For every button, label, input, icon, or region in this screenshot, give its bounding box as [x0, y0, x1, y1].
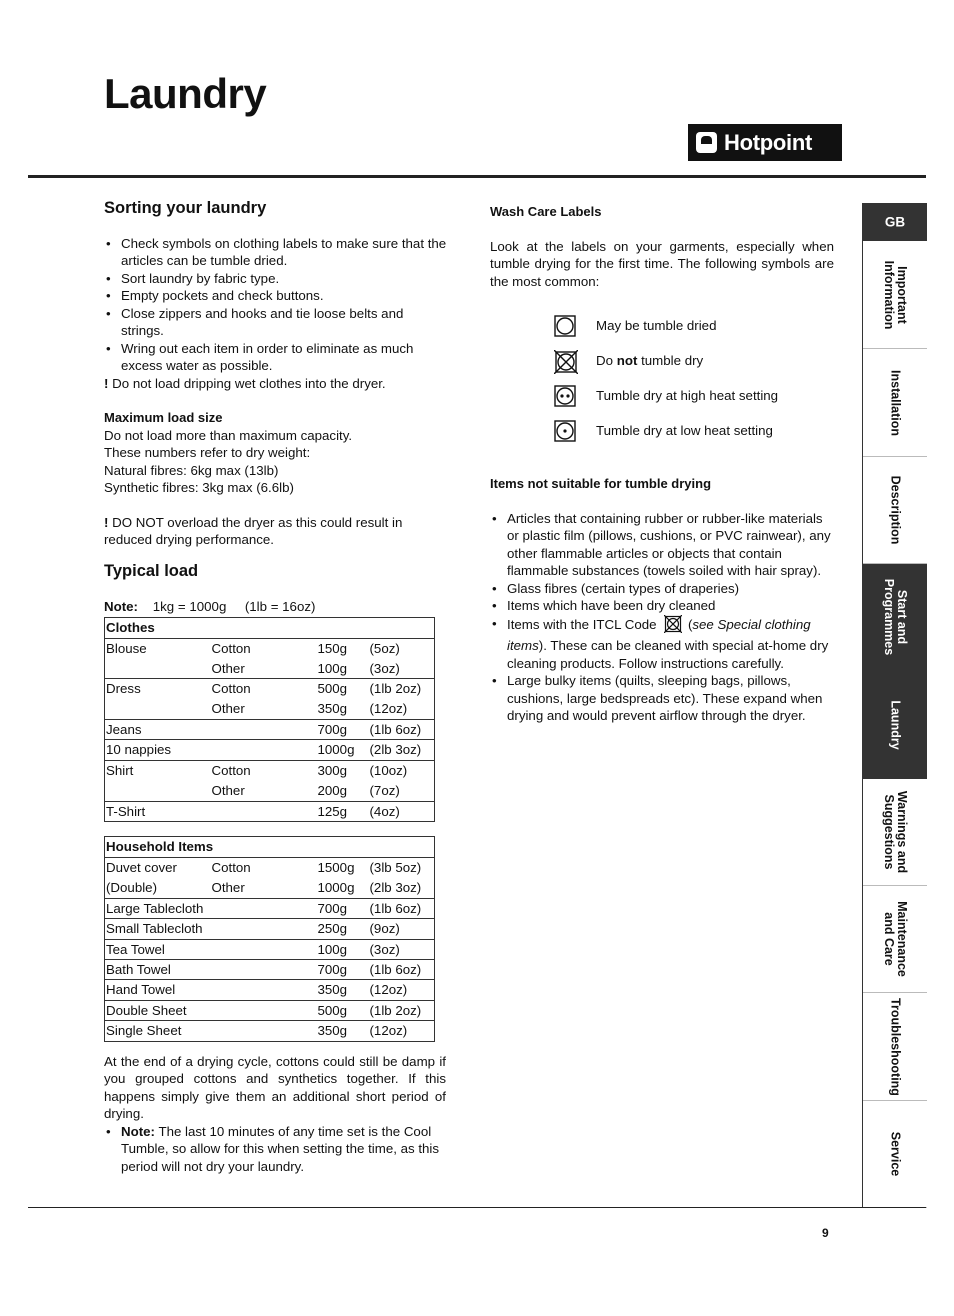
table-cell: Cotton [211, 640, 251, 656]
table-cell: Small Tablecloth [105, 919, 211, 939]
table-cell: Other [211, 878, 317, 898]
table-cell: (5oz) [369, 640, 400, 656]
table-cell: Large Tablecloth [105, 898, 211, 918]
table-cell: (10oz) [369, 763, 408, 779]
table-cell: (2lb 3oz) [369, 878, 435, 898]
table-row [105, 781, 435, 801]
table-cell: 300g [317, 763, 348, 779]
max-load-line: Natural fibres: 6kg max (13lb) [104, 462, 279, 478]
symbol-label: Tumble dry at high heat setting [596, 387, 779, 403]
table-cell: 700g [317, 898, 369, 918]
table-cell [211, 1021, 317, 1041]
table-row [105, 1021, 435, 1041]
table-cell: (2lb 3oz) [369, 740, 435, 760]
tab-label [882, 901, 908, 977]
table-cell: (1lb 2oz) [369, 681, 422, 697]
tab-label-line: Service [888, 1131, 903, 1177]
table-cell: 1500g [317, 860, 355, 876]
left-column [104, 200, 448, 1175]
table-cell: (9oz) [369, 919, 435, 939]
table-row [105, 760, 435, 780]
table-cell: (1lb 2oz) [369, 1000, 435, 1020]
table-cell: Dress [106, 681, 141, 697]
symbol-row [554, 343, 834, 378]
list-item: • Glass fibres (certain types of draperies) [490, 580, 834, 598]
table-row [105, 638, 435, 658]
table-cell: 1000g [317, 878, 369, 898]
tab-important[interactable] [863, 241, 927, 349]
clothes-table [104, 617, 435, 823]
table-cell: Jeans [105, 720, 211, 740]
page-title: Laundry [104, 70, 267, 117]
tab-label-line: Important [895, 265, 909, 324]
table-cell: Bath Towel [105, 959, 211, 979]
high-heat-icon [554, 385, 576, 407]
table-cell: 250g [317, 919, 369, 939]
tab-gb[interactable]: GB [863, 203, 927, 241]
symbol-label: Tumble dry at low heat setting [596, 422, 773, 438]
wash-care-heading: Wash Care Labels [490, 204, 602, 219]
tab-maintenance[interactable] [863, 886, 927, 993]
tab-label-line: Start and [895, 589, 909, 645]
table-cell: 350g [317, 980, 369, 1000]
tab-label-line: Troubleshooting [888, 997, 903, 1096]
table-cell: (3lb 5oz) [369, 860, 422, 876]
list-item: • Items with the ITCL Code (see Special clothing items). These can be cleaned with special at-home dry cleaning products. Follow instructions carefully. [490, 615, 834, 673]
table-cell: T-Shirt [106, 803, 146, 819]
table-cell [211, 801, 317, 821]
wash-care-intro: Look at the labels on your garments, especially when tumble drying for the first time. The following symbols are the most common: [490, 238, 834, 289]
list-item: • Close zippers and hooks and tie loose belts and strings. [104, 305, 448, 340]
not-suitable-list [490, 510, 834, 725]
table-cell: 500g [317, 681, 348, 697]
tab-service[interactable] [863, 1101, 927, 1208]
table-cell: (Double) [105, 878, 211, 898]
table-row [105, 878, 435, 898]
low-heat-icon [554, 420, 576, 442]
symbol-label: Do not tumble dry [596, 352, 704, 368]
header-divider [28, 175, 926, 178]
end-cycle-paragraph: At the end of a drying cycle, cottons could still be damp if you grouped cottons and synthetics together. If this happens simply give them an additional short period of drying. [104, 1053, 446, 1122]
end-note-list [104, 1123, 446, 1176]
table-row [105, 679, 435, 699]
table-row [105, 939, 435, 959]
table-header: Household Items [105, 837, 435, 858]
tab-warnings-and[interactable] [863, 779, 927, 886]
table-cell: Cotton [211, 860, 251, 876]
table-header: Clothes [105, 617, 435, 638]
table-cell: 1000g [317, 740, 369, 760]
symbol-label: May be tumble dried [596, 317, 717, 333]
tumble-dry-icon [554, 315, 576, 337]
table-row [105, 1000, 435, 1020]
list-item: • Wring out each item in order to eliminate as much excess water as possible. [104, 340, 448, 375]
tab-label-line: Suggestions [882, 794, 896, 870]
overload-warning: ! DO NOT overload the dryer as this could result in reduced drying performance. [104, 514, 403, 547]
table-row [105, 740, 435, 760]
table-row [105, 858, 435, 878]
table-cell: (3oz) [369, 939, 435, 959]
tab-laundry[interactable] [863, 671, 927, 779]
table-cell [105, 658, 211, 678]
right-column [490, 200, 834, 725]
table-cell: 500g [317, 1000, 369, 1020]
sorting-heading: Sorting your laundry [104, 199, 267, 217]
household-table [104, 836, 435, 1042]
table-cell: 700g [317, 720, 369, 740]
table-cell: 200g [317, 781, 369, 801]
hotpoint-logo-icon [696, 132, 717, 153]
tab-label [889, 476, 902, 545]
table-cell: Cotton [211, 763, 251, 779]
tab-installation[interactable] [863, 349, 927, 457]
table-cell: 10 nappies [105, 740, 211, 760]
do-not-tumble-dry-icon [554, 350, 576, 372]
table-cell: Single Sheet [106, 1023, 182, 1039]
tab-label [889, 1132, 902, 1176]
tab-troubleshooting[interactable] [863, 993, 927, 1101]
symbol-row [554, 308, 834, 343]
table-row [105, 699, 435, 719]
table-cell [211, 740, 317, 760]
list-item: • Sort laundry by fabric type. [104, 270, 448, 288]
table-cell [211, 720, 317, 740]
page-number: 9 [822, 1226, 829, 1240]
table-cell: Other [211, 699, 317, 719]
tab-label [889, 998, 902, 1096]
table-cell: 350g [317, 1023, 348, 1039]
table-cell: (12oz) [369, 699, 435, 719]
list-item: • Check symbols on clothing labels to make sure that the articles can be tumble dried. [104, 235, 448, 270]
table-cell: (12oz) [369, 1023, 408, 1039]
tab-label-line: Description [888, 475, 903, 545]
list-item: • Note: The last 10 minutes of any time set is the Cool Tumble, so allow for this when setting the time, as this period will not dry your laundry. [104, 1123, 446, 1176]
symbol-row [554, 378, 834, 413]
table-cell: Other [211, 781, 317, 801]
conversion-note: Note: 1kg = 1000g (1lb = 16oz) [104, 599, 316, 614]
sorting-list [104, 235, 448, 375]
not-suitable-heading: Items not suitable for tumble drying [490, 476, 712, 491]
table-cell: Shirt [106, 763, 134, 779]
table-cell [211, 980, 317, 1000]
table-cell: (4oz) [369, 803, 400, 819]
table-cell: 100g [317, 658, 369, 678]
table-cell: (12oz) [369, 980, 435, 1000]
table-cell: 100g [317, 939, 369, 959]
table-cell: (1lb 6oz) [369, 959, 435, 979]
list-item: • Large bulky items (quilts, sleeping bags, pillows, cushions, large bedspreads etc). These expand when drying and would prevent airflow through the dryer. [490, 672, 834, 725]
list-item: • Articles that containing rubber or rubber-like materials or plastic film (pillows, cushions, or PVC rainwear), any other flammable articles or objects that contain flammable substances (towels soiled with hair spray). [490, 510, 834, 580]
itcl-icon [664, 615, 682, 638]
tab-label-line: Programmes [882, 578, 896, 656]
table-row [105, 980, 435, 1000]
max-load-line: Synthetic fibres: 3kg max (6.6lb) [104, 480, 294, 495]
table-row [105, 720, 435, 740]
tab-label [889, 370, 902, 436]
max-load-line: These numbers refer to dry weight: [104, 445, 311, 460]
table-cell: Other [211, 658, 317, 678]
tab-label [889, 700, 902, 749]
max-load-line: Do not load more than maximum capacity. [104, 427, 353, 443]
hotpoint-logo [688, 124, 842, 161]
table-cell: (1lb 6oz) [369, 720, 435, 740]
table-cell: 350g [317, 699, 369, 719]
table-cell: Tea Towel [105, 939, 211, 959]
table-cell: 125g [317, 803, 348, 819]
table-row [105, 919, 435, 939]
table-cell: Blouse [106, 640, 147, 656]
tab-label-line: and Care [882, 912, 896, 966]
table-cell [211, 898, 317, 918]
brand-name: Hotpoint [724, 129, 813, 155]
table-cell: Double Sheet [105, 1000, 211, 1020]
tab-label [882, 260, 908, 329]
tab-label-line: Laundry [888, 699, 903, 750]
table-cell: Hand Towel [105, 980, 211, 1000]
table-cell [105, 699, 211, 719]
table-row [105, 801, 435, 821]
table-cell [211, 919, 317, 939]
table-cell [211, 1000, 317, 1020]
list-item: • Empty pockets and check buttons. [104, 287, 448, 305]
tab-label [882, 579, 908, 655]
sorting-warning: ! Do not load dripping wet clothes into the dryer. [104, 375, 386, 391]
table-row [105, 658, 435, 678]
footer-divider [28, 1207, 926, 1208]
section-sidebar [862, 203, 926, 1208]
table-cell: Duvet cover [106, 860, 177, 876]
list-item: • Items which have been dry cleaned [490, 597, 834, 615]
symbol-row [554, 413, 834, 448]
table-cell: 700g [317, 959, 369, 979]
table-cell: Cotton [211, 681, 251, 697]
max-load-heading: Maximum load size [104, 410, 223, 425]
table-cell: 150g [317, 640, 348, 656]
table-row [105, 898, 435, 918]
table-cell [211, 939, 317, 959]
tab-description[interactable] [863, 457, 927, 564]
tab-label-line: Warnings and [895, 790, 909, 874]
table-cell [105, 781, 211, 801]
tab-label-line: Installation [888, 369, 903, 436]
table-cell: (3oz) [369, 658, 435, 678]
tab-start-and[interactable] [863, 564, 927, 671]
care-symbols [554, 308, 834, 448]
tab-label-line: Information [882, 260, 896, 329]
tab-label [882, 791, 908, 873]
table-cell: (1lb 6oz) [369, 898, 435, 918]
tab-label-line: Maintenance [895, 901, 909, 977]
table-cell: (7oz) [369, 781, 435, 801]
typical-load-heading: Typical load [104, 561, 199, 580]
table-cell [211, 959, 317, 979]
table-row [105, 959, 435, 979]
